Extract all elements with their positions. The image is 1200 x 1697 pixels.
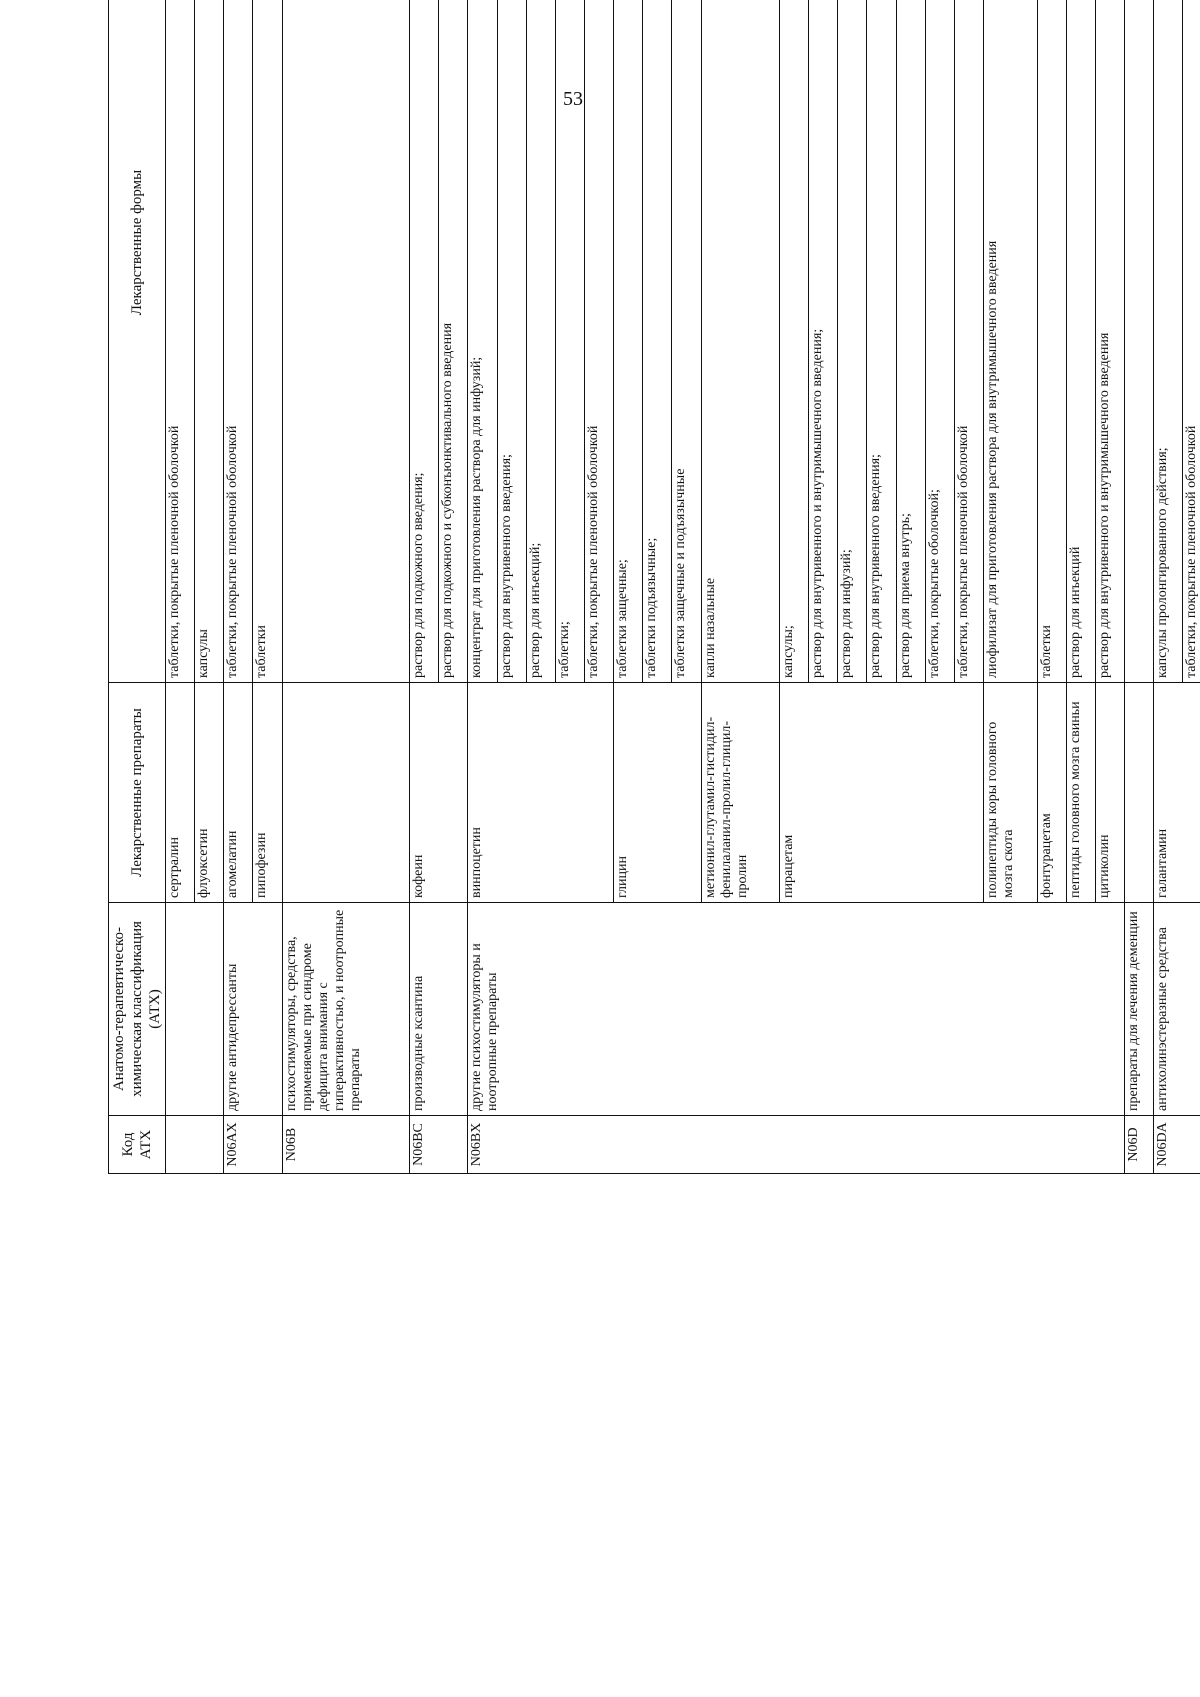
atc-code-cell: N06AX <box>224 1116 282 1174</box>
atc-code-cell <box>166 1116 224 1174</box>
dosage-form-cell: капсулы пролонгированного действия; <box>1154 0 1183 683</box>
drug-name-cell: глицин <box>614 683 701 903</box>
table-row <box>166 0 195 1174</box>
dosage-form-cell: таблетки, покрытые пленочной оболочкой <box>584 0 613 683</box>
dosage-form-cell: таблетки, покрытые пленочной оболочкой <box>166 0 195 683</box>
drug-name-cell: цитиколин <box>1096 683 1125 903</box>
table-row <box>282 0 409 1174</box>
dosage-form-cell: таблетки подъязычные; <box>643 0 672 683</box>
atc-code-cell: N06B <box>282 1116 409 1174</box>
dosage-form-cell: раствор для внутривенного и внутримышечного введения <box>1096 0 1125 683</box>
dosage-form-cell: раствор для внутривенного введения; <box>867 0 896 683</box>
atc-class-cell: другие психостимуляторы и ноотропные препараты <box>468 903 1125 1116</box>
drug-table-frame <box>108 69 1200 1466</box>
dosage-form-cell: раствор для внутривенного введения; <box>497 0 526 683</box>
dosage-form-cell: таблетки <box>253 0 282 683</box>
table-row <box>1154 0 1183 1174</box>
page-number: 53 <box>563 88 583 110</box>
table-row <box>410 0 439 1174</box>
dosage-form-cell: таблетки, покрытые оболочкой; <box>925 0 954 683</box>
dosage-form-cell <box>1125 0 1154 683</box>
dosage-form-cell: раствор для приема внутрь; <box>896 0 925 683</box>
drug-name-cell: пипофезин <box>253 683 282 903</box>
drug-name-cell: винпоцетин <box>468 683 614 903</box>
drug-name-cell: метионил-глутамил-гистидил-фенилаланил-пролил-глицил-пролин <box>701 683 779 903</box>
dosage-form-cell <box>282 0 409 683</box>
dosage-form-cell: лиофилизат для приготовления раствора для внутримышечного введения <box>983 0 1037 683</box>
drug-name-cell: пирацетам <box>779 683 983 903</box>
table-row <box>1125 0 1154 1174</box>
atc-class-cell: антихолинэстеразные средства <box>1154 903 1200 1116</box>
header-drug: Лекарственные препараты <box>109 683 166 903</box>
drug-name-cell: флуоксетин <box>195 683 224 903</box>
atc-class-cell: производные ксантина <box>410 903 468 1116</box>
drug-name-cell: галантамин <box>1154 683 1200 903</box>
table-body <box>166 0 1200 1174</box>
dosage-form-cell: раствор для инфузий; <box>838 0 867 683</box>
drug-name-cell: сертралин <box>166 683 195 903</box>
dosage-form-cell: таблетки защечные и подъязычные <box>672 0 701 683</box>
atc-class-cell: другие антидепрессанты <box>224 903 282 1116</box>
table-header-row <box>109 0 166 1174</box>
dosage-form-cell: таблетки защечные; <box>614 0 643 683</box>
atc-drug-table <box>108 0 1200 1174</box>
dosage-form-cell: капсулы; <box>779 0 808 683</box>
dosage-form-cell: таблетки, покрытые пленочной оболочкой <box>224 0 253 683</box>
dosage-form-cell: раствор для подкожного и субконъюнктивального введения <box>439 0 468 683</box>
dosage-form-cell: капли назальные <box>701 0 779 683</box>
drug-name-cell: кофеин <box>410 683 468 903</box>
table-row <box>468 0 497 1174</box>
header-class: Анатомо-терапевтическо-химическая классификация (АТХ) <box>109 903 166 1116</box>
atc-code-cell: N06D <box>1125 1116 1154 1174</box>
rotated-table-wrapper <box>108 0 1200 1174</box>
dosage-form-cell: концентрат для приготовления раствора для инфузий; <box>468 0 497 683</box>
atc-code-cell: N06BC <box>410 1116 468 1174</box>
dosage-form-cell: раствор для инъекций <box>1066 0 1095 683</box>
dosage-form-cell: раствор для подкожного введения; <box>410 0 439 683</box>
header-code: Код АТХ <box>109 1116 166 1174</box>
dosage-form-cell: таблетки; <box>555 0 584 683</box>
atc-code-cell: N06BX <box>468 1116 1125 1174</box>
dosage-form-cell: таблетки <box>1037 0 1066 683</box>
header-form: Лекарственные формы <box>109 0 166 683</box>
dosage-form-cell: таблетки, покрытые пленочной оболочкой <box>1183 0 1200 683</box>
dosage-form-cell: раствор для инъекций; <box>526 0 555 683</box>
atc-class-cell: препараты для лечения деменции <box>1125 903 1154 1116</box>
dosage-form-cell: таблетки, покрытые пленочной оболочкой <box>954 0 983 683</box>
atc-class-cell <box>166 903 224 1116</box>
drug-name-cell: полипептиды коры головного мозга скота <box>983 683 1037 903</box>
drug-name-cell: пептиды головного мозга свиньи <box>1066 683 1095 903</box>
drug-name-cell <box>1125 683 1154 903</box>
dosage-form-cell: капсулы <box>195 0 224 683</box>
atc-code-cell: N06DA <box>1154 1116 1200 1174</box>
atc-class-cell: психостимуляторы, средства, применяемые при синдроме дефицита внимания с гиперактивностью, и ноотропные препараты <box>282 903 409 1116</box>
table-row <box>224 0 253 1174</box>
drug-name-cell: агомелатин <box>224 683 253 903</box>
dosage-form-cell: раствор для внутривенного и внутримышечного введения; <box>809 0 838 683</box>
drug-name-cell <box>282 683 409 903</box>
drug-name-cell: фонтурацетам <box>1037 683 1066 903</box>
